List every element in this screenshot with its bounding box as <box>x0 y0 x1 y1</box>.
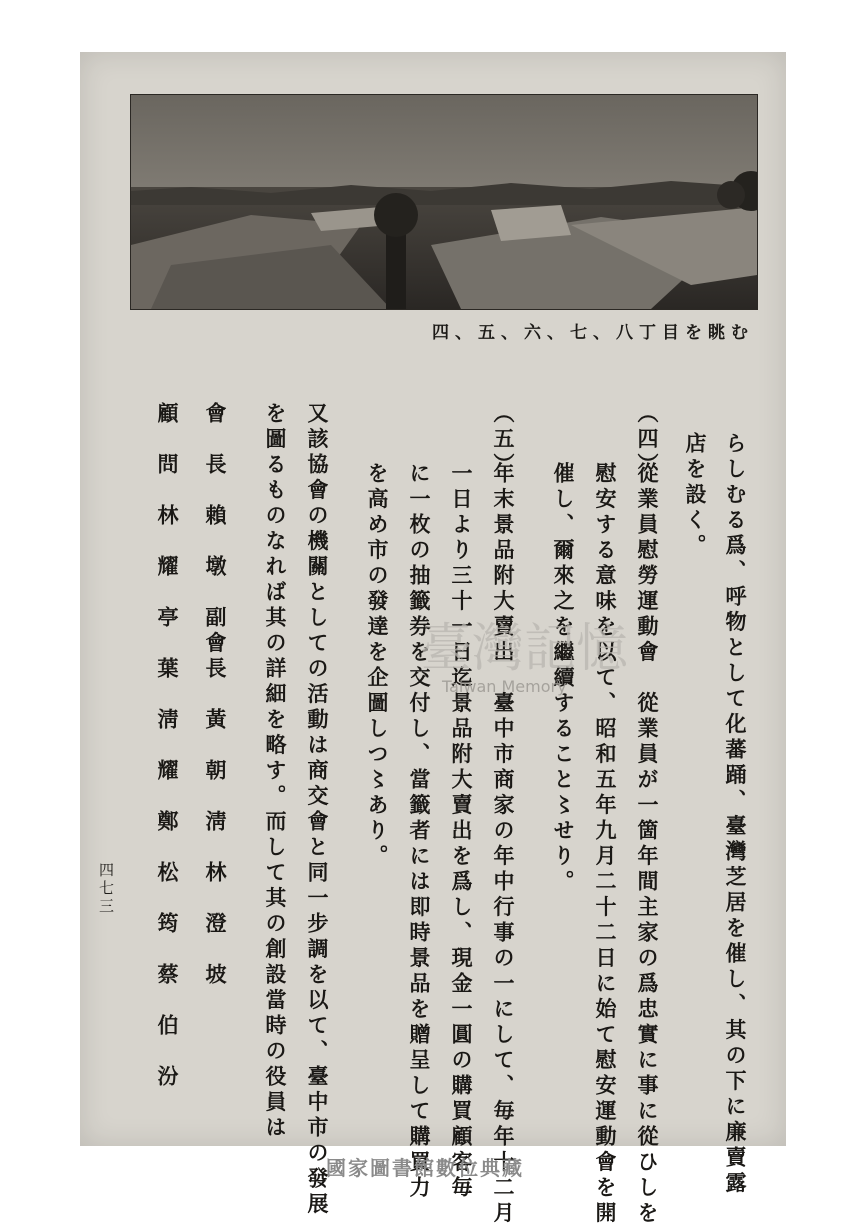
text-column: 從業員慰勞運動會 從業員が一箇年間主家の爲忠實に事に從ひしを <box>635 462 660 1227</box>
text-column: を高め市の發達を企圖しつ〻あり。 <box>365 462 390 870</box>
text-column: 一日より三十一日迄景品附大賣出を爲し、現金一圓の購買顧客毎 <box>449 462 474 1202</box>
text-column: 店を設く。 <box>683 432 708 560</box>
page-number: 四七三 <box>97 862 115 916</box>
text-column: 又該協會の機關としての活動は商交會と同一步調を以て、臺中市の發展 <box>305 402 330 1218</box>
text-column: らしむる爲、呼物として化蕃踊、臺灣芝居を催し、其の下に廉賣露 <box>723 432 748 1197</box>
photo-caption: 四、五、六、七、八丁目を眺む <box>432 323 754 343</box>
text-column: 年末景品附大賣出 臺中市商家の年中行事の一にして、毎年十二月 <box>491 462 516 1227</box>
text-column: を圖るものなれば其の詳細を略す。而して其の創設當時の役員は <box>263 402 288 1142</box>
text-column: （四） <box>635 402 660 479</box>
footer-credit: 國家圖書館數位典藏 <box>326 1156 524 1180</box>
text-column: 會 長 賴 墩 副會長 黃 朝 淸 林 澄 坡 <box>203 402 228 989</box>
text-column: に一枚の抽籤券を交付し、當籤者には即時景品を贈呈して購買力 <box>407 462 432 1202</box>
text-column: 催し、爾來之を繼續すること〻せり。 <box>551 462 576 896</box>
text-column: 顧 問 林 耀 亭 葉 淸 耀 鄭 松 筠 蔡 伯 汾 <box>155 402 180 1091</box>
text-column: 慰安する意味を以て、昭和五年九月二十二日に始て慰安運動會を開 <box>593 462 618 1227</box>
city-photograph <box>130 94 758 310</box>
watermark-english: Taiwan Memory <box>442 677 567 696</box>
watermark-chinese: 臺灣記憶 <box>420 619 629 679</box>
text-column: （五） <box>491 402 516 479</box>
